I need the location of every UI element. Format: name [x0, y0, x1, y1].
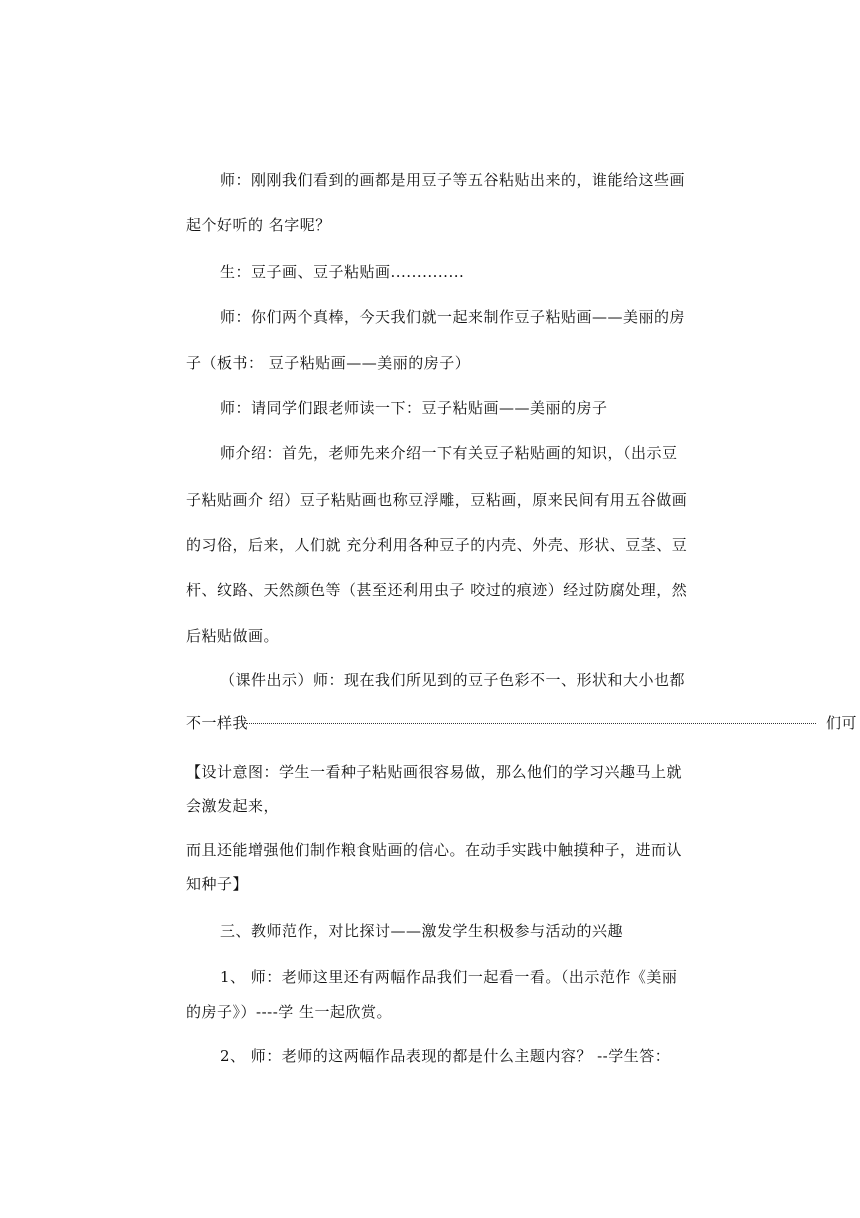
paragraph-line: 杆、纹路、天然颜色等（甚至还利用虫子 咬过的痕迹）经过防腐处理，然: [186, 581, 688, 599]
paragraph-line: 师：你们两个真棒，今天我们就一起来制作豆子粘贴画——美丽的房: [220, 308, 686, 326]
design-note-line: 【设计意图：学生一看种子粘贴画很容易做，那么他们的学习兴趣马上就: [186, 763, 683, 781]
paragraph-line: 后粘贴做画。: [186, 627, 280, 645]
paragraph-line: 起个好听的 名字呢？: [186, 216, 331, 234]
design-note-line: 而且还能增强他们制作粮食贴画的信心。在动手实践中触摸种子，进而认: [186, 841, 683, 859]
paragraph-line: 子粘贴画介 绍）豆子粘贴画也称豆浮雕，豆粘画，原来民间有用五谷做画: [186, 491, 688, 509]
paragraph-line: 不一样我: [186, 714, 249, 732]
design-note-line: 知种子】: [186, 875, 249, 893]
paragraph-line: 生：豆子画、豆子粘贴画..............: [220, 263, 465, 281]
section-heading: 三、教师范作，对比探讨——激发学生积极参与活动的兴趣: [220, 922, 624, 940]
paragraph-line: 的习俗，后来，人们就 充分利用各种豆子的内壳、外壳、形状、豆茎、豆: [186, 536, 688, 554]
paragraph-line: 们可: [826, 714, 858, 732]
dotted-leader: [246, 715, 816, 724]
list-item: 1、 师：老师这里还有两幅作品我们一起看一看。（出示范作《美丽: [220, 968, 678, 986]
design-note-line: 会激发起来，: [186, 797, 280, 815]
list-item: 的房子》）----学 生一起欣赏。: [186, 1003, 393, 1021]
list-item: 2、 师：老师的这两幅作品表现的都是什么主题内容？ --学生答：: [220, 1047, 671, 1065]
paragraph-line: 师：刚刚我们看到的画都是用豆子等五谷粘贴出来的，谁能给这些画: [220, 171, 686, 189]
paragraph-line: 师：请同学们跟老师读一下：豆子粘贴画——美丽的房子: [220, 399, 608, 417]
paragraph-line: （课件出示）师：现在我们所见到的豆子色彩不一、形状和大小也都: [220, 671, 686, 689]
paragraph-line: 师介绍：首先，老师先来介绍一下有关豆子粘贴画的知识，（出示豆: [220, 444, 678, 462]
paragraph-line: 子（板书： 豆子粘贴画——美丽的房子）: [186, 354, 471, 372]
